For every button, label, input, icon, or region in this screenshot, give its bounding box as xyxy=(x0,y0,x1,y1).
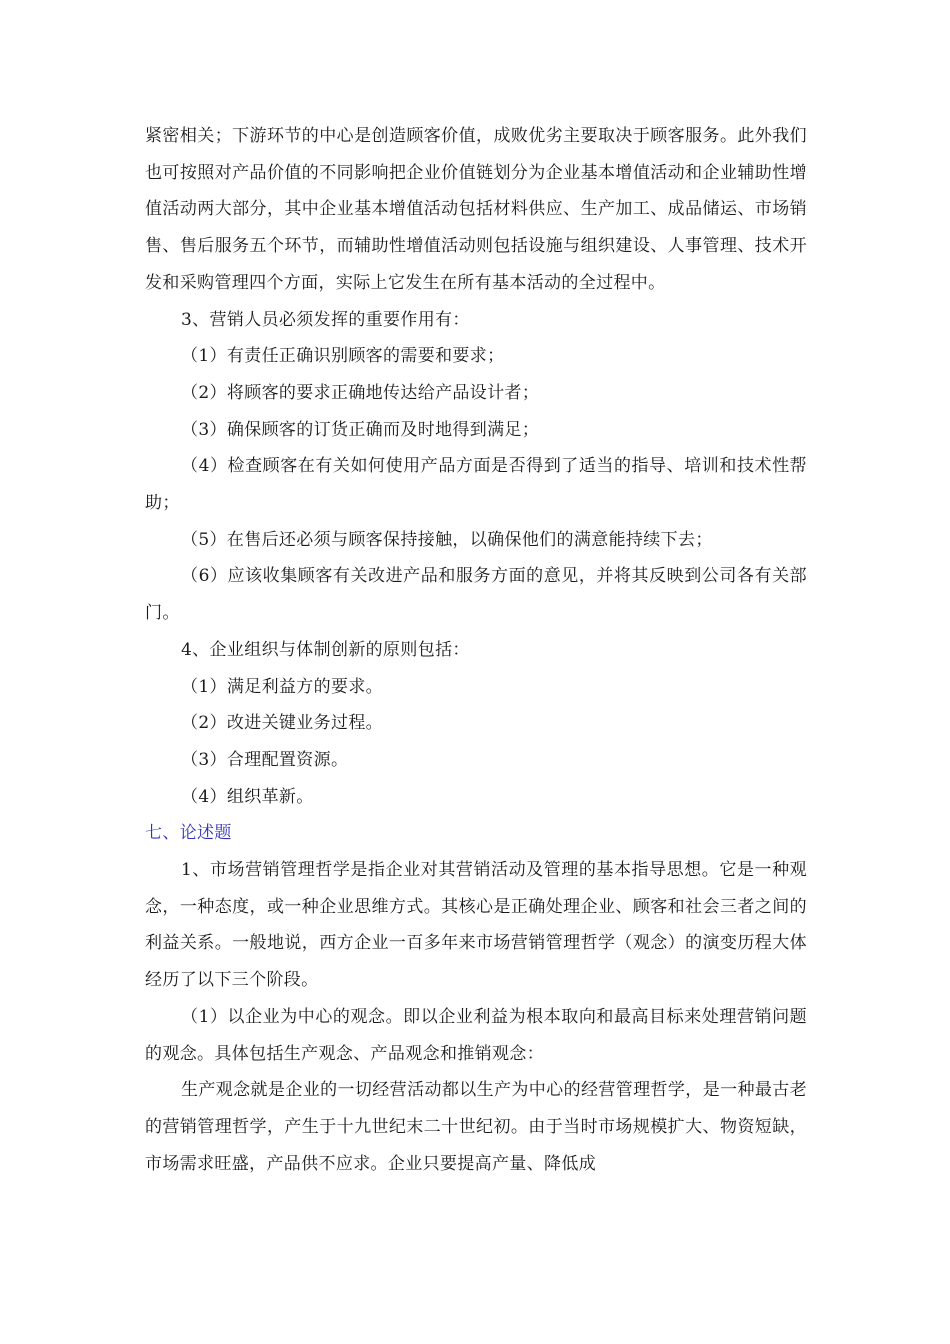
list-heading-innovation-principles: 4、企业组织与体制创新的原则包括： xyxy=(181,639,470,660)
paragraph-company-centered: （1）以企业为中心的观念。即以企业利益为根本取向和最高目标来处理营销问题的观念。具体包括生产观念、产品观念和推销观念： xyxy=(145,1006,807,1064)
list-item-principle-3: （3）合理配置资源。 xyxy=(181,749,349,770)
section-heading-essay: 七、论述题 xyxy=(145,823,232,844)
list-item-role-3: （3）确保顾客的订货正确而及时地得到满足； xyxy=(181,419,540,440)
paragraph-value-chain: 紧密相关；下游环节的中心是创造顾客价值，成败优劣主要取决于顾客服务。此外我们也可按照对产品价值的不同影响把企业价值链划分为企业基本增值活动和企业辅助性增值活动两大部分，其中企业基本增值活动包括材料供应、生产加工、成品储运、市场销售、售后服务五个环节，而辅助性增值活动则包括设施与组织建设、人事管理、技术开发和采购管理四个方面，实际上它发生在所有基本活动的全过程中。 xyxy=(145,126,807,293)
list-item-role-6: （6）应该收集顾客有关改进产品和服务方面的意见，并将其反映到公司各有关部门。 xyxy=(145,566,807,624)
list-item-role-4: （4）检查顾客在有关如何使用产品方面是否得到了适当的指导、培训和技术性帮助； xyxy=(145,456,807,514)
list-item-role-1: （1）有责任正确识别顾客的需要和要求； xyxy=(181,346,505,367)
paragraph-marketing-philosophy: 1、市场营销管理哲学是指企业对其营销活动及管理的基本指导思想。它是一种观念，一种态度，或一种企业思维方式。其核心是正确处理企业、顾客和社会三者之间的利益关系。一般地说，西方企业一百多年来市场营销管理哲学（观念）的演变历程大体经历了以下三个阶段。 xyxy=(145,860,807,991)
list-item-principle-4: （4）组织革新。 xyxy=(181,786,314,807)
list-item-role-5: （5）在售后还必须与顾客保持接触，以确保他们的满意能持续下去； xyxy=(181,529,713,550)
document-body xyxy=(145,118,807,1182)
list-item-role-2: （2）将顾客的要求正确地传达给产品设计者； xyxy=(181,382,540,403)
paragraph-production-concept: 生产观念就是企业的一切经营活动都以生产为中心的经营管理哲学，是一种最古老的营销管理哲学，产生于十九世纪末二十世纪初。由于当时市场规模扩大、物资短缺，市场需求旺盛，产品供不应求。企业只要提高产量、降低成 xyxy=(145,1080,807,1174)
list-item-principle-2: （2）改进关键业务过程。 xyxy=(181,713,384,734)
list-item-principle-1: （1）满足利益方的要求。 xyxy=(181,676,384,697)
list-heading-marketing-roles: 3、营销人员必须发挥的重要作用有： xyxy=(181,309,470,330)
